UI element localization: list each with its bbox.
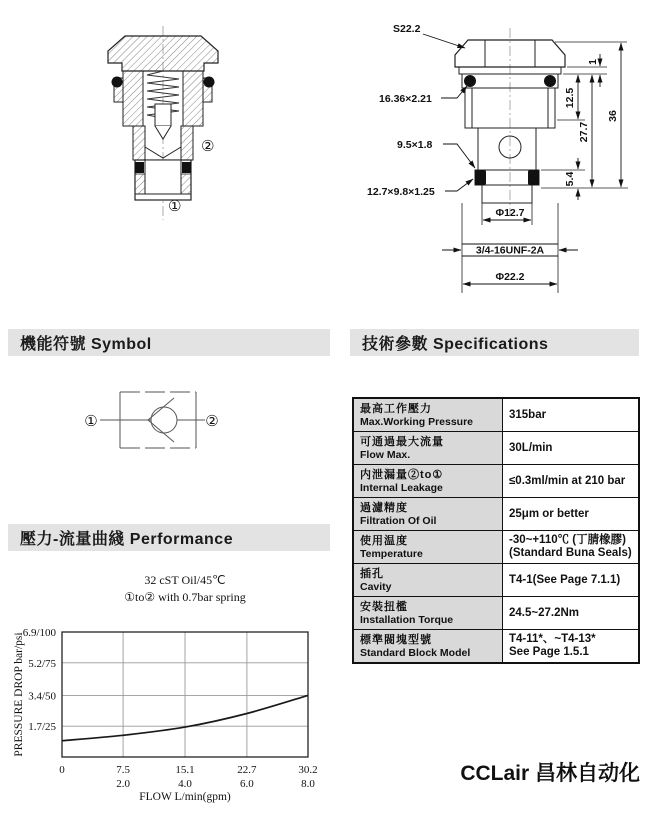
spec-label-zh: 安裝扭檻 [360,600,408,613]
spec-value-line2: (Standard Buna Seals) [509,547,632,559]
spec-label-zh: 標準閥塊型號 [360,633,432,646]
spec-label-zh: 使用温度 [360,534,408,547]
symbol-diagram [60,378,260,463]
y-tick-label: 3.4/50 [28,690,56,703]
x-tick-label-gpm: 2.0 [116,778,130,790]
callout-port-1: ① [168,197,182,215]
chart-subtitle: ①to② with 0.7bar spring [124,590,246,604]
dim-washer-height: 1 [587,59,599,65]
lower-hatch-left [135,174,145,194]
dim-upper-height: 12.5 [564,87,576,109]
symbol-ball [151,407,177,433]
valve-cap-section [108,36,218,71]
specifications-table [352,397,640,664]
x-tick-label-lmin: 15.1 [175,764,195,776]
spec-value: 25μm or better [509,507,589,520]
symbol-port-1: ① [84,412,98,430]
chart-title: 32 cST Oil/45℃ [144,573,226,587]
lower-seal-right [182,162,191,173]
dim-seal-mid: 9.5×1.8 [397,139,433,151]
body-wall-right [183,71,203,126]
table-row [353,630,639,664]
section-header-specifications: 技術參數 Specifications [350,329,639,356]
spec-label-en: Internal Leakage [360,481,443,494]
spec-label-zh: 内泄漏量②to① [360,468,444,481]
x-tick-label-lmin: 0 [59,764,65,776]
spec-label-zh: 過濾精度 [360,501,408,514]
x-tick-label-lmin: 30.2 [298,764,318,776]
spec-value: 24.5~27.2Nm [509,606,580,619]
x-tick-label-gpm: 6.0 [240,778,254,790]
table-row [353,498,639,531]
seal-block-left [475,170,486,185]
table-row [353,465,639,498]
dimension-drawing [345,10,640,305]
section-header-performance: 壓力-流量曲綫 Performance [8,524,330,551]
spec-value: 30L/min [509,441,553,454]
seal-block-right [528,170,539,185]
spec-value: 315bar [509,408,547,421]
spec-value: T4-1(See Page 7.1.1) [509,573,621,586]
spec-label-en: Temperature [360,547,423,560]
dim-thread: 3/4-16UNF-2A [475,244,545,257]
spec-label-en: Flow Max. [360,448,411,461]
spec-value: -30~+110℃ (丁腈橡膠) [509,534,626,546]
spec-label-en: Installation Torque [360,613,454,626]
lower-cavity [145,160,181,194]
mid-wall-left [133,126,145,160]
oring-left [112,77,123,88]
dim-oring-upper: 16.36×2.21 [379,93,432,105]
brand-logo: CCLair 昌林自动化 [460,762,640,785]
poppet-tip [155,126,171,139]
spec-label-zh: 最高工作壓力 [360,402,432,415]
x-tick-label-lmin: 7.5 [116,764,130,776]
spec-label-en: Standard Block Model [360,646,471,659]
x-axis-label: FLOW L/min(gpm) [139,791,231,803]
mid-wall-right [181,126,193,160]
nose [482,185,532,203]
dim-hex-size: S22.2 [393,23,421,35]
x-tick-label-gpm: 8.0 [301,778,315,790]
callout-port-2: ② [201,137,215,155]
dim-seal-height: 5.4 [564,171,576,187]
spec-label-en: Cavity [360,580,392,593]
table-row [353,531,639,564]
y-tick-label: 6.9/100 [22,627,56,639]
dim-mid-height: 27.7 [578,121,590,143]
dim-total-height: 36 [607,110,619,122]
cross-section-drawing [55,8,315,238]
oring-dot-right [544,75,556,87]
symbol-port-2: ② [205,412,219,430]
x-tick-label-lmin: 22.7 [237,764,257,776]
spec-value: ≤0.3ml/min at 210 bar [509,474,626,487]
oring-right [204,77,215,88]
section-header-symbol: 機能符號 Symbol [8,329,330,356]
table-row [353,432,639,465]
table-row [353,597,639,630]
dim-body-diameter: Φ22.2 [495,271,525,283]
mid-body [478,128,536,170]
dim-nose-diameter: Φ12.7 [495,207,525,219]
poppet-stem [155,104,171,126]
y-tick-label: 5.2/75 [28,657,56,670]
spec-label-zh: 插孔 [360,567,384,580]
spec-label-zh: 可通過最大流量 [360,435,444,448]
oring-dot-left [464,75,476,87]
x-tick-label-gpm: 4.0 [178,778,192,790]
spec-label-en: Filtration Of Oil [360,514,437,527]
lower-hatch-right [181,174,191,194]
y-tick-label: 1.7/25 [28,721,56,734]
y-axis-label: PRESSURE DROP bar/psi [13,632,25,757]
lower-seal-left [135,162,144,173]
spec-value-line2: See Page 1.5.1 [509,646,589,658]
dim-seal-lower: 12.7×9.8×1.25 [367,186,435,198]
table-row [353,564,639,597]
performance-chart [10,618,330,808]
table-row [353,398,639,432]
body-wall-left [123,71,143,126]
spec-value: T4-11*、~T4-13* [509,633,596,645]
spec-label-en: Max.Working Pressure [360,415,474,428]
